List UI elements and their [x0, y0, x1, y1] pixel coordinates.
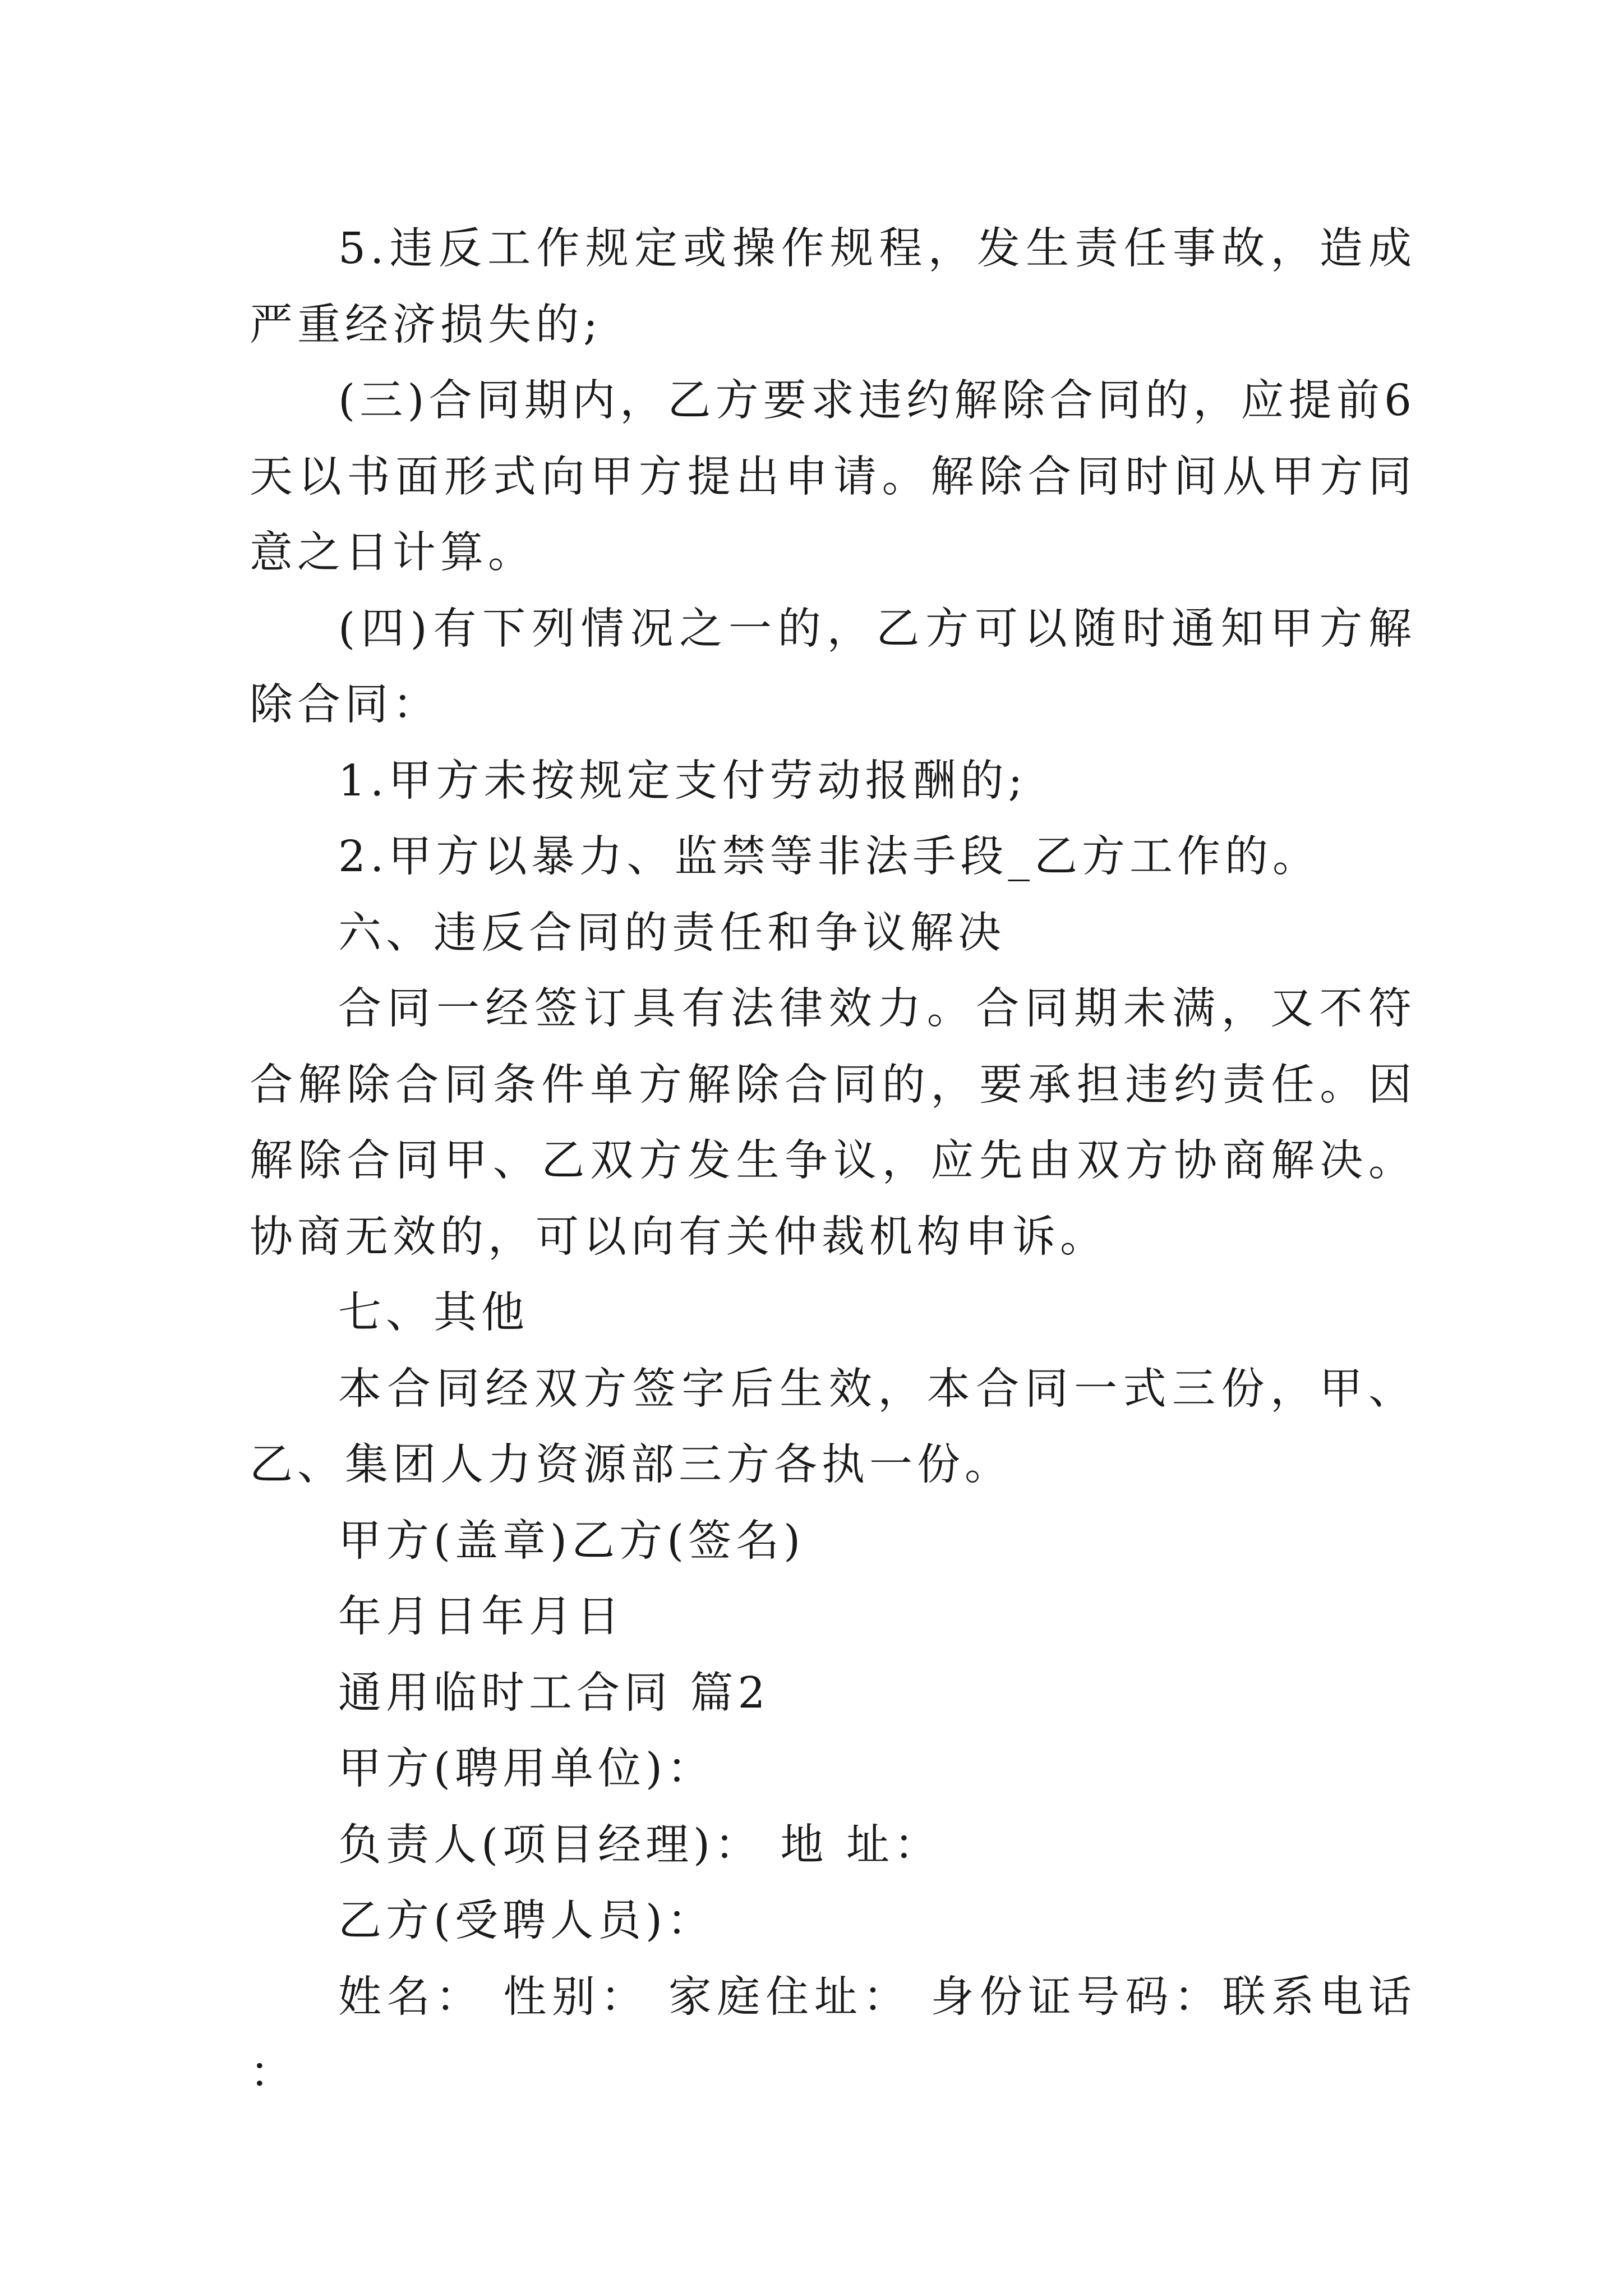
- paragraph-item-1: 1.甲方未按规定支付劳动报酬的;: [338, 756, 1027, 806]
- party-a-field: 甲方(聘用单位)：: [338, 1744, 715, 1794]
- paragraph-item-2: 2.甲方以暴力、监禁等非法手段_乙方工作的。: [338, 832, 1320, 882]
- heading-breach-dispute: 六、违反合同的责任和争议解决: [338, 908, 1006, 958]
- paragraph-clause-5: 5.违反工作规定或操作规程，发生责任事故，造成严重经济损失的;: [250, 224, 1416, 350]
- contract-title-part-2: 通用临时工合同 篇2: [338, 1668, 770, 1718]
- paragraph-section-3: (三)合同期内，乙方要求违约解除合同的，应提前6天以书面形式向甲方提出申请。解除合同时间从甲方同意之日计算。: [250, 376, 1416, 578]
- heading-other: 七、其他: [338, 1288, 529, 1338]
- date-line: 年月日年月日: [338, 1592, 624, 1642]
- party-b-field: 乙方(受聘人员)：: [338, 1896, 715, 1946]
- personal-info-field: 姓名： 性别： 家庭住址： 身份证号码：联系电话 ：: [250, 1972, 1416, 2098]
- signature-line: 甲方(盖章)乙方(签名): [338, 1516, 805, 1566]
- document-body: [250, 211, 1416, 2111]
- paragraph-section-4: (四)有下列情况之一的，乙方可以随时通知甲方解除合同：: [250, 604, 1416, 730]
- paragraph-effective-copies: 本合同经双方签字后生效，本合同一式三份，甲、乙、集团人力资源部三方各执一份。: [250, 1364, 1416, 1490]
- paragraph-legal-effect: 合同一经签订具有法律效力。合同期未满，又不符合解除合同条件单方解除合同的，要承担违约责任。因解除合同甲、乙双方发生争议，应先由双方协商解决。协商无效的，可以向有关仲裁机构申诉。: [250, 984, 1416, 1262]
- manager-address-field: 负责人(项目经理)： 地 址：: [338, 1820, 942, 1870]
